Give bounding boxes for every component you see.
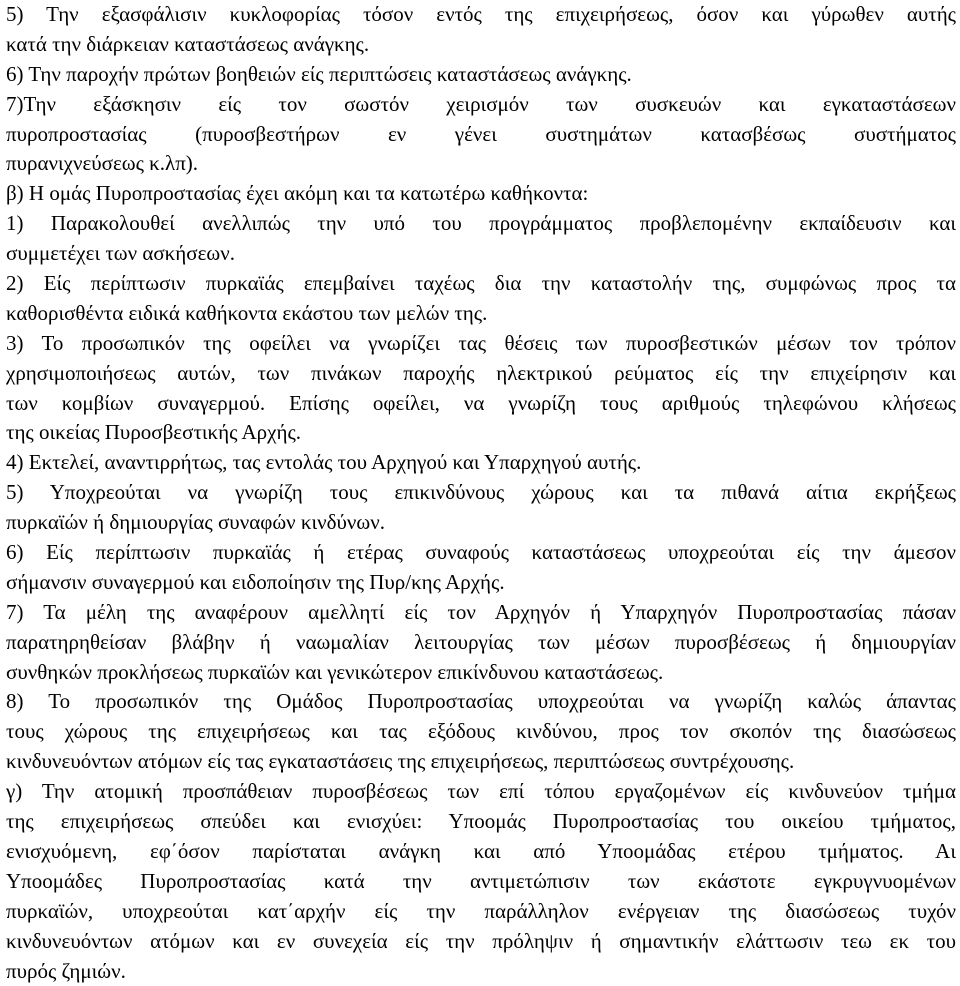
- text-line: κινδυνευόντων ατόμων είς τας εγκαταστάσεις της επιχειρήσεως, περιπτώσεως συντρέχουσης.: [6, 747, 956, 777]
- text-line: 7) Τα μέλη της αναφέρουν αμελλητί είς τον Αρχηγόν ή Υπαρχηγόν Πυροπροστασίας πάσαν: [6, 598, 956, 628]
- paragraph: [6, 478, 956, 538]
- paragraph: [6, 60, 956, 90]
- text-line: 8) Το προσωπικόν της Ομάδος Πυροπροστασίας υποχρεούται να γνωρίζη καλώς άπαντας: [6, 687, 956, 717]
- text-line: ενισχυόμενη, εφ΄όσον παρίσταται ανάγκη και από Υποομάδας ετέρου τμήματος. Αι: [6, 837, 956, 867]
- text-line: 5) Υποχρεούται να γνωρίζη τους επικινδύνους χώρους και τα πιθανά αίτια εκρήξεως: [6, 478, 956, 508]
- text-line: παρατηρηθείσαν βλάβην ή ναωμαλίαν λειτουργίας των μέσων πυροσβέσεως ή δημιουργίαν: [6, 628, 956, 658]
- text-line: συμμετέχει των ασκήσεων.: [6, 239, 956, 269]
- text-line: πυρός ζημιών.: [6, 957, 956, 986]
- text-line: συνθηκών προκλήσεως πυρκαϊών και γενικώτερον επικίνδυνου καταστάσεως.: [6, 658, 956, 688]
- text-line: της οικείας Πυροσβεστικής Αρχής.: [6, 418, 956, 448]
- text-line: 3) Το προσωπικόν της οφείλει να γνωρίζει τας θέσεις των πυροσβεστικών μέσων τον τρόπον: [6, 329, 956, 359]
- text-line: τους χώρους της επιχειρήσεως και τας εξόδους κινδύνου, προς τον σκοπόν της διασώσεως: [6, 717, 956, 747]
- paragraph: [6, 209, 956, 269]
- text-line: πυρκαϊών, υποχρεούται κατ΄αρχήν είς την παράλληλον ενέργειαν της διασώσεως τυχόν: [6, 897, 956, 927]
- text-line: 1) Παρακολουθεί ανελλιπώς την υπό του προγράμματος προβλεπομένην εκπαίδευσιν και: [6, 209, 956, 239]
- text-line: 4) Εκτελεί, αναντιρρήτως, τας εντολάς του Αρχηγού και Υπαρχηγού αυτής.: [6, 448, 956, 478]
- text-line: της επιχειρήσεως σπεύδει και ενισχύει: Υποομάς Πυροπροστασίας του οικείου τμήματος,: [6, 807, 956, 837]
- text-line: κινδυνευόντων ατόμων και εν συνεχεία είς την πρόληψιν ή σημαντικήν ελάττωσιν τεω εκ του: [6, 927, 956, 957]
- text-line: 5) Την εξασφάλισιν κυκλοφορίας τόσον εντός της επιχειρήσεως, όσον και γύρωθεν αυτής: [6, 0, 956, 30]
- paragraph: [6, 179, 956, 209]
- text-line: 2) Είς περίπτωσιν πυρκαϊάς επεμβαίνει ταχέως δια την καταστολήν της, συμφώνως προς τα: [6, 269, 956, 299]
- text-line: 6) Είς περίπτωσιν πυρκαϊάς ή ετέρας συναφούς καταστάσεως υποχρεούται είς την άμεσον: [6, 538, 956, 568]
- text-line: πυρκαϊών ή δημιουργίας συναφών κινδύνων.: [6, 508, 956, 538]
- text-line: κατά την διάρκειαν καταστάσεως ανάγκης.: [6, 30, 956, 60]
- paragraph: [6, 777, 956, 986]
- paragraph: [6, 448, 956, 478]
- paragraph: [6, 329, 956, 449]
- text-line: 7)Την εξάσκησιν είς τον σωστόν χειρισμόν των συσκευών και εγκαταστάσεων: [6, 90, 956, 120]
- text-line: γ) Την ατομική προσπάθειαν πυροσβέσεως των επί τόπου εργαζομένων είς κινδυνεύον τμήμα: [6, 777, 956, 807]
- paragraph: [6, 0, 956, 60]
- text-line: των κομβίων συναγερμού. Επίσης οφείλει, να γνωρίζη τους αριθμούς τηλεφώνου κλήσεως: [6, 389, 956, 419]
- paragraph: [6, 598, 956, 688]
- paragraph: [6, 90, 956, 180]
- text-line: 6) Την παροχήν πρώτων βοηθειών είς περιπτώσεις καταστάσεως ανάγκης.: [6, 60, 956, 90]
- text-line: καθορισθέντα ειδικά καθήκοντα εκάστου των μελών της.: [6, 299, 956, 329]
- text-line: β) Η ομάς Πυροπροστασίας έχει ακόμη και τα κατωτέρω καθήκοντα:: [6, 179, 956, 209]
- text-line: Υποομάδες Πυροπροστασίας κατά την αντιμετώπισιν των εκάστοτε εγκρυγνυομένων: [6, 867, 956, 897]
- text-line: πυρανιχνεύσεως κ.λπ).: [6, 149, 956, 179]
- paragraph: [6, 687, 956, 777]
- text-line: χρησιμοποιήσεως αυτών, των πινάκων παροχής ηλεκτρικού ρεύματος είς την επιχείρησιν και: [6, 359, 956, 389]
- text-line: σήμανσιν συναγερμού και ειδοποίησιν της Πυρ/κης Αρχής.: [6, 568, 956, 598]
- paragraph: [6, 538, 956, 598]
- paragraph: [6, 269, 956, 329]
- text-line: πυροπροστασίας (πυροσβεστήρων εν γένει συστημάτων κατασβέσως συστήματος: [6, 120, 956, 150]
